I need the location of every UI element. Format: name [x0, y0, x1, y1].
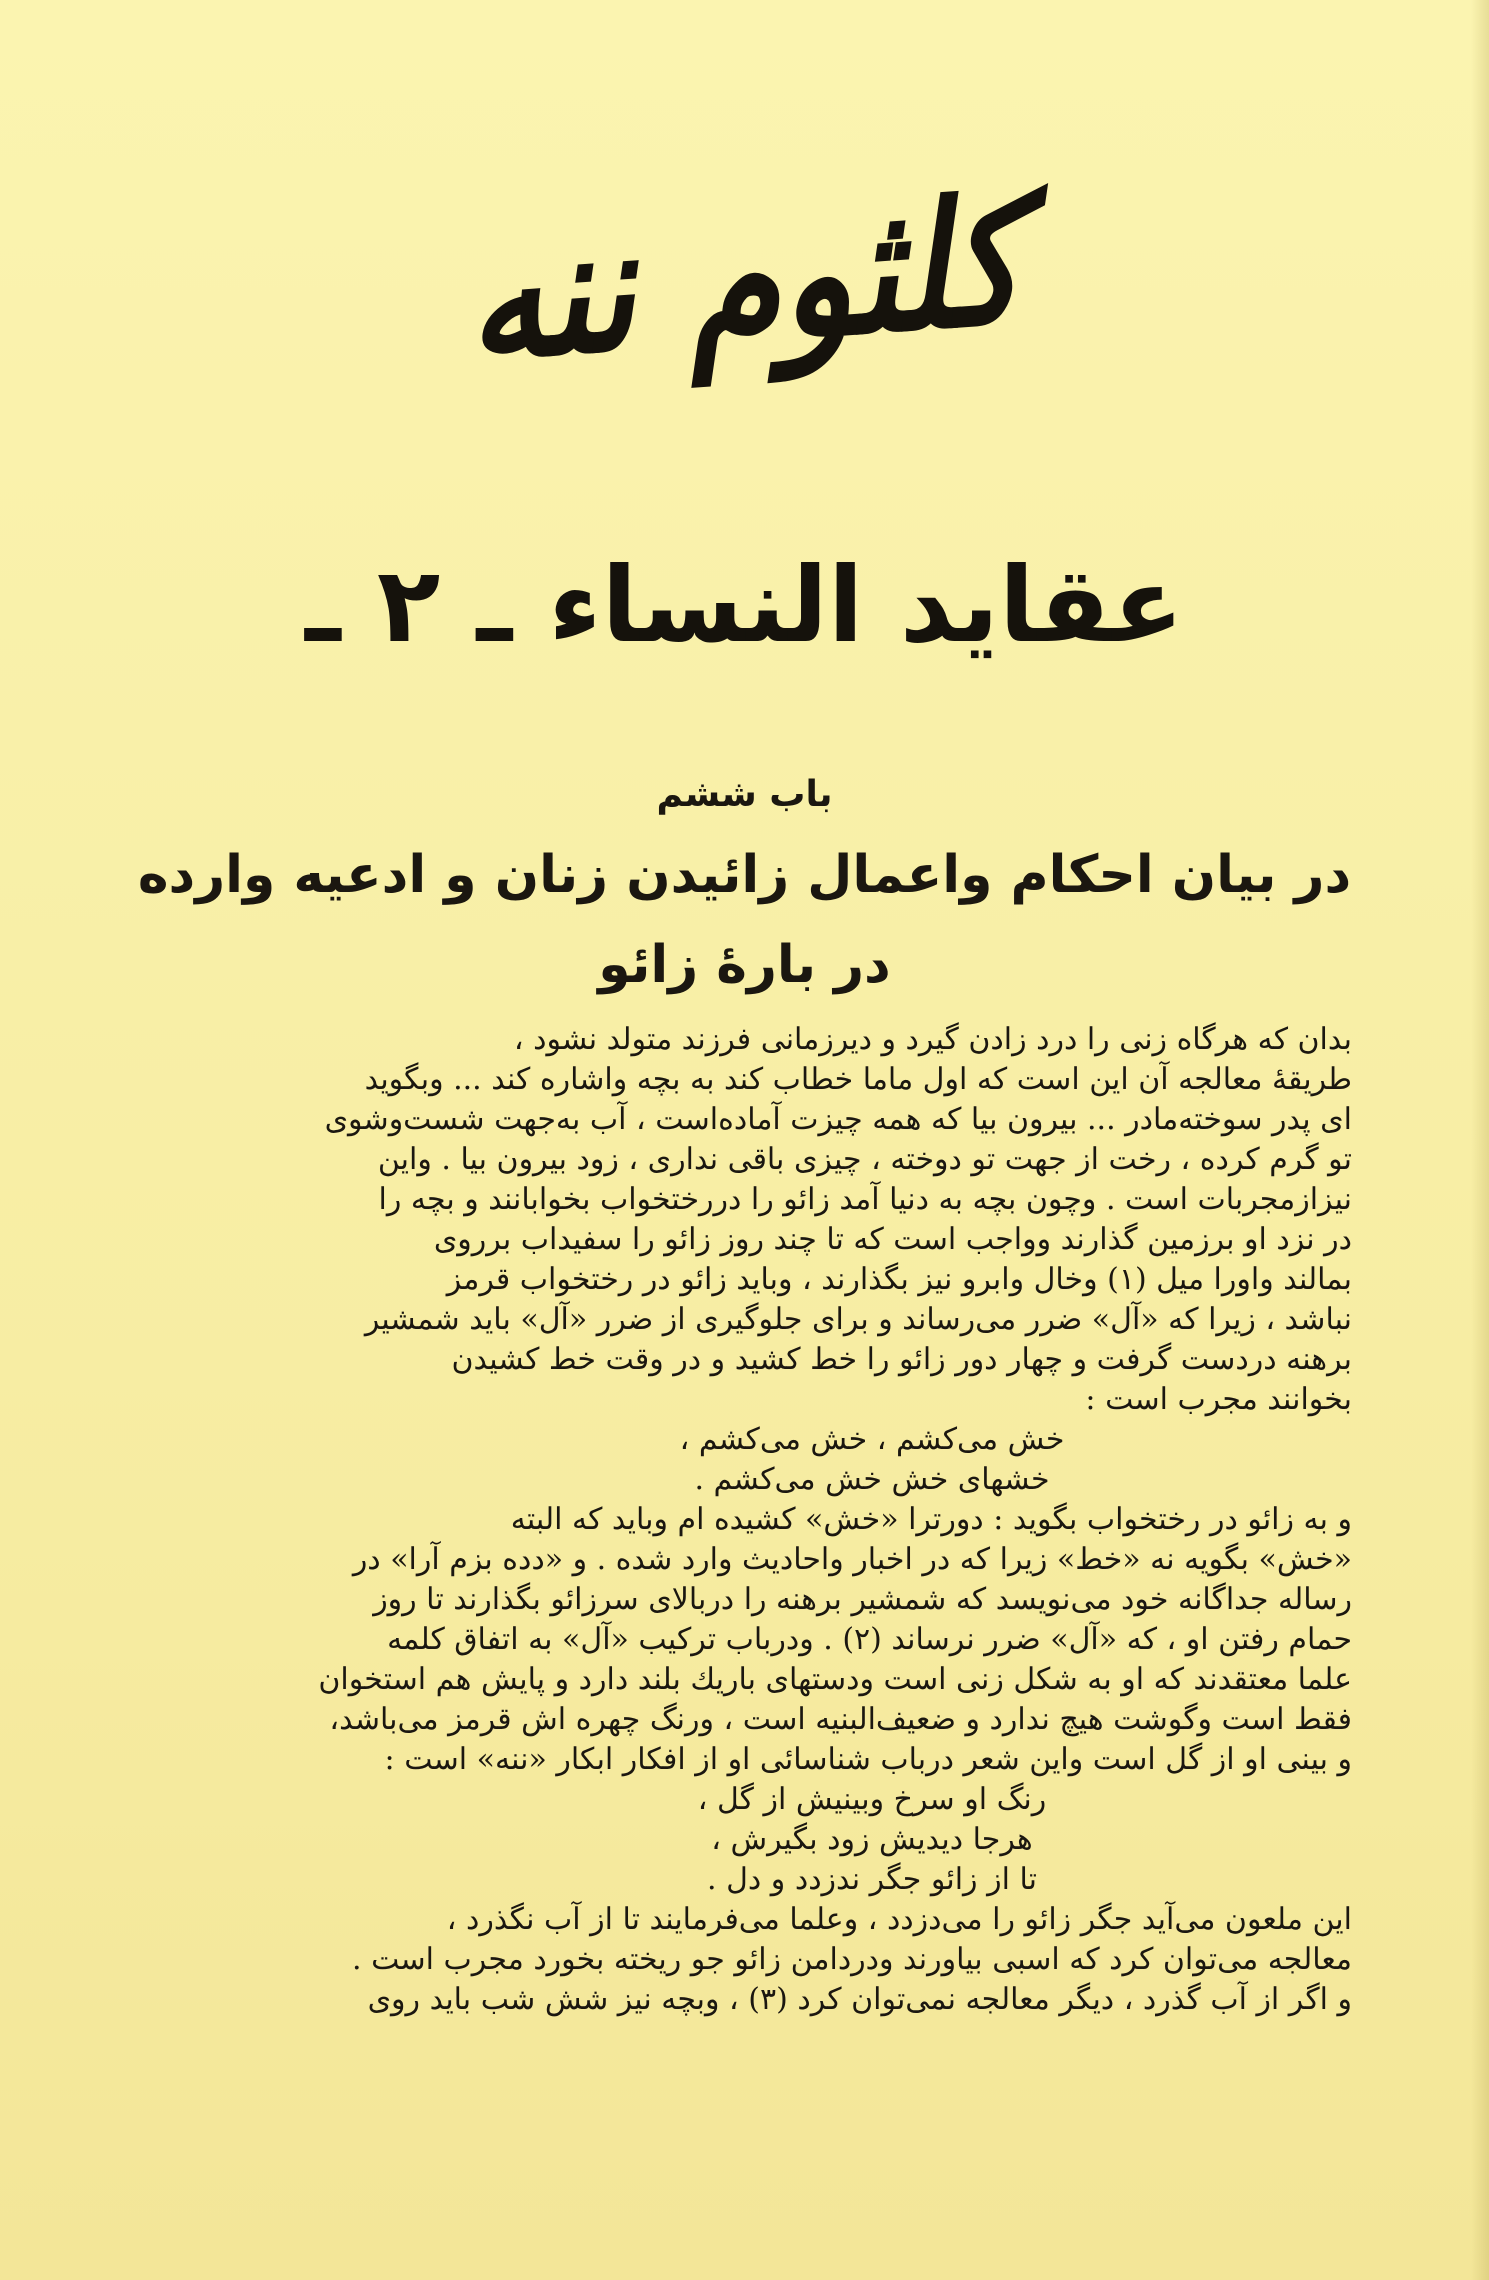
- text-line: فقط است وگوشت هیچ ندارد و ضعیف‌البنیه است ، ورنگ چهره اش قرمز می‌باشد،: [329, 1702, 1352, 1737]
- subtitle: عقاید النساء ـ ۲ ـ: [305, 544, 1184, 666]
- text-line: علما معتقدند که او به شکل زنی است ودستهای باریك بلند دارد و پایش هم استخوان: [318, 1662, 1352, 1697]
- text-line: برهنه دردست گرفت و چهار دور زائو را خط کشید و در وقت خط کشیدن: [451, 1342, 1352, 1377]
- text-line: و به زائو در رختخواب بگوید : دورترا «خش» کشیده ام وباید که البته: [510, 1502, 1352, 1537]
- text-line: بدان که هرگاه زنی را درد زادن گیرد و دیرزمانی فرزند متولد نشود ،: [513, 1022, 1352, 1057]
- chapter-title-line-2: در بارهٔ زائو: [598, 935, 891, 995]
- verse-line: تا از زائو جگر ندزدد و دل .: [707, 1862, 1037, 1897]
- body-text: [172, 1020, 1352, 2020]
- chapter-title-line-1: در بیان احکام واعمال زائیدن زنان و ادعیه وارده: [137, 845, 1352, 905]
- text-line: و اگر از آب گذرد ، دیگر معالجه نمی‌توان کرد (۳) ، وبچه نیز شش شب باید روی: [367, 1982, 1352, 2017]
- main-title: کلثوم ننه: [459, 159, 1030, 401]
- subtitle-area: [0, 525, 1489, 685]
- chapter-label: باب ششم: [656, 774, 833, 815]
- text-line: نباشد ، زیرا که «آل» ضرر می‌رساند و برای جلوگیری از ضرر «آل» باید شمشیر: [364, 1302, 1352, 1337]
- title-area: [0, 130, 1489, 430]
- text-line: «خش» بگویه نه «خط» زیرا که در اخبار واحادیث وارد شده . و «دده بزم آرا» در: [352, 1542, 1352, 1577]
- verse-line: خشهای خش خش می‌کشم .: [694, 1462, 1050, 1497]
- chapter-heading: [120, 765, 1369, 1005]
- text-line: این ملعون می‌آید جگر زائو را می‌دزدد ، وعلما می‌فرمایند تا از آب نگذرد ،: [446, 1902, 1352, 1937]
- verse-line: رنگ او سرخ وبینیش از گل ،: [697, 1782, 1047, 1817]
- text-line: بمالند واورا میل (۱) وخال وابرو نیز بگذارند ، وباید زائو در رختخواب قرمز: [446, 1262, 1352, 1297]
- verse-line: خش می‌کشم ، خش می‌کشم ،: [679, 1422, 1065, 1457]
- verse-line: هرجا دیدیش زود بگیرش ،: [711, 1822, 1033, 1857]
- text-line: حمام رفتن او ، که «آل» ضرر نرساند (۲) . ودرباب ترکیب «آل» به اتفاق کلمه: [387, 1622, 1352, 1657]
- text-line: و بینی او از گل است واین شعر درباب شناسائی او از افکار ابکار «ننه» است :: [384, 1742, 1352, 1777]
- text-line: ای پدر سوخته‌مادر ... بیرون بیا که همه چیزت آماده‌است ، آب به‌جهت شست‌وشوی: [324, 1102, 1352, 1137]
- text-line: تو گرم کرده ، رخت از جهت تو دوخته ، چیزی باقی نداری ، زود بیرون بیا . واین: [377, 1142, 1352, 1177]
- text-line: طریقهٔ معالجه آن این است که اول ماما خطاب کند به بچه واشاره کند ... وبگوید: [364, 1062, 1352, 1097]
- text-line: معالجه می‌توان کرد که اسبی بیاورند ودردامن زائو جو ریخته بخورد مجرب است .: [352, 1942, 1352, 1977]
- text-line: در نزد او برزمین گذارند وواجب است که تا چند روز زائو را سفیداب برروی: [433, 1222, 1352, 1257]
- text-line: نیزازمجربات است . وچون بچه به دنیا آمد زائو را دررختخواب بخوابانند و بچه را: [378, 1182, 1352, 1217]
- text-line: رساله جداگانه خود می‌نویسد که شمشیر برهنه را دربالای سرزائو بگذارند تا روز: [373, 1582, 1352, 1617]
- text-line: بخوانند مجرب است :: [1085, 1382, 1352, 1417]
